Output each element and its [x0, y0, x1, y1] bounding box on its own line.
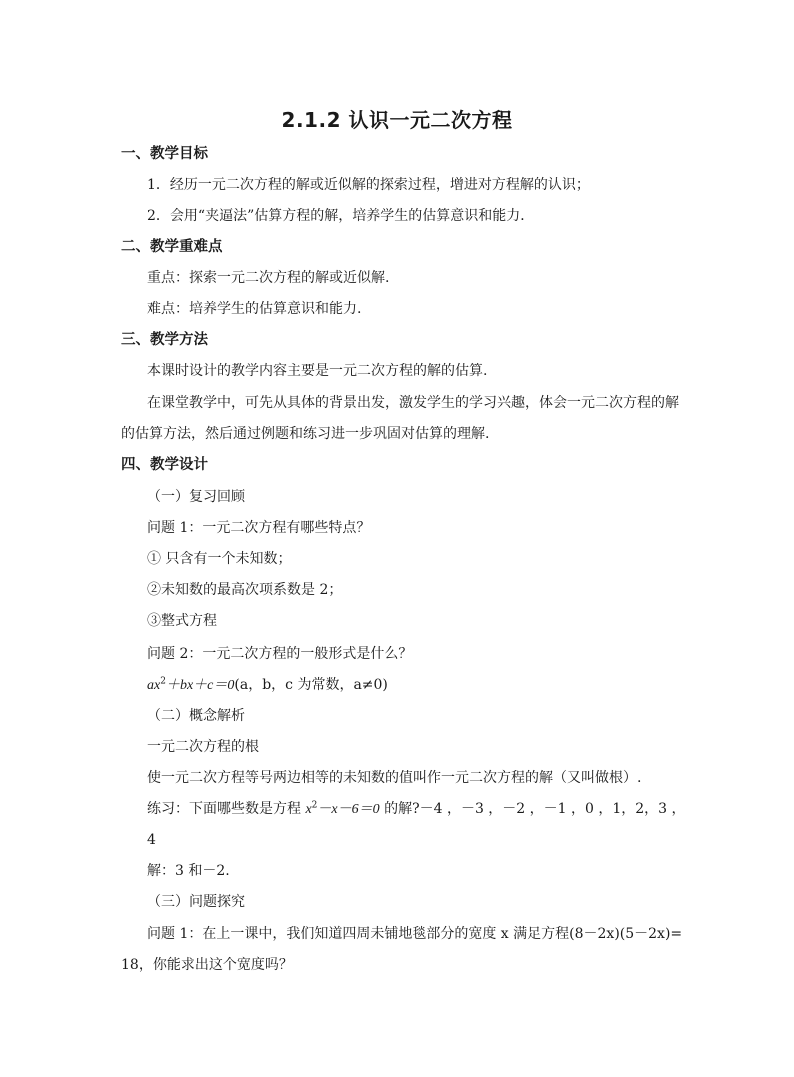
exercise-continuation: 4 — [147, 832, 156, 848]
formula-lhs: ax — [147, 678, 161, 693]
exercise-prefix: 练习：下面哪些数是方程 — [147, 801, 306, 817]
review-question-1: 问题 1：一元二次方程有哪些特点？ — [147, 520, 371, 536]
formula-rest: ＋bx＋c＝0 — [165, 678, 235, 693]
difficult-point: 难点：培养学生的估算意识和能力. — [147, 301, 362, 317]
explore-question-line-1: 问题 1：在上一课中，我们知道四周未铺地毯部分的宽度 x 满足方程(8－2x)(5－2x)= — [147, 926, 683, 942]
feature-3: ③整式方程 — [147, 613, 217, 629]
heading-teaching-method: 三、教学方法 — [121, 332, 208, 348]
exercise-eq-exponent: 2 — [311, 800, 318, 811]
method-paragraph-1: 本课时设计的教学内容主要是一元二次方程的解的估算. — [147, 363, 488, 379]
heading-teaching-goals: 一、教学目标 — [121, 146, 208, 162]
exercise-answer: 解：3 和－2. — [147, 863, 230, 879]
feature-2: ②未知数的最高次项系数是 2； — [147, 582, 343, 598]
goal-item-2: 2．会用“夹逼法”估算方程的解，培养学生的估算意识和能力． — [147, 208, 535, 224]
heading-teaching-design: 四、教学设计 — [121, 457, 208, 473]
review-question-2: 问题 2：一元二次方程的一般形式是什么？ — [147, 646, 413, 662]
page-title: 2.1.2 认识一元二次方程 — [281, 108, 513, 132]
concept-label: （二）概念解析 — [147, 708, 245, 724]
goal-item-1: 1．经历一元二次方程的解或近似解的探索过程，增进对方程解的认识； — [147, 177, 590, 193]
method-paragraph-2-line-2: 的估算方法，然后通过例题和练习进一步巩固对估算的理解. — [121, 426, 490, 442]
heading-key-difficult-points: 二、教学重难点 — [121, 239, 223, 255]
method-paragraph-2-line-1: 在课堂教学中，可先从具体的背景出发，激发学生的学习兴趣，体会一元二次方程的解 — [147, 395, 679, 411]
exercise-suffix: 的解?－4 ，－3 ，－2 ，－1 ，0 ，1，2，3 ， — [379, 801, 686, 817]
exercise-eq-rest: －x－6＝0 — [317, 802, 380, 817]
concept-definition: 使一元二次方程等号两边相等的未知数的值叫作一元二次方程的解（又叫做根）. — [147, 770, 642, 786]
feature-1: ① 只含有一个未知数； — [147, 551, 292, 567]
concept-term: 一元二次方程的根 — [147, 739, 259, 755]
formula-exponent: 2 — [160, 676, 166, 687]
general-form-formula — [147, 675, 388, 696]
exercise-line — [147, 799, 686, 820]
explore-label: （三）问题探究 — [147, 894, 245, 910]
exercise-eq-x: x — [305, 802, 312, 817]
key-point: 重点：探索一元二次方程的解或近似解. — [147, 270, 390, 286]
review-label: （一）复习回顾 — [147, 489, 245, 505]
explore-question-line-2: 18，你能求出这个宽度吗？ — [121, 957, 293, 973]
formula-note: (a，b，c 为常数，a≠0) — [234, 677, 388, 693]
